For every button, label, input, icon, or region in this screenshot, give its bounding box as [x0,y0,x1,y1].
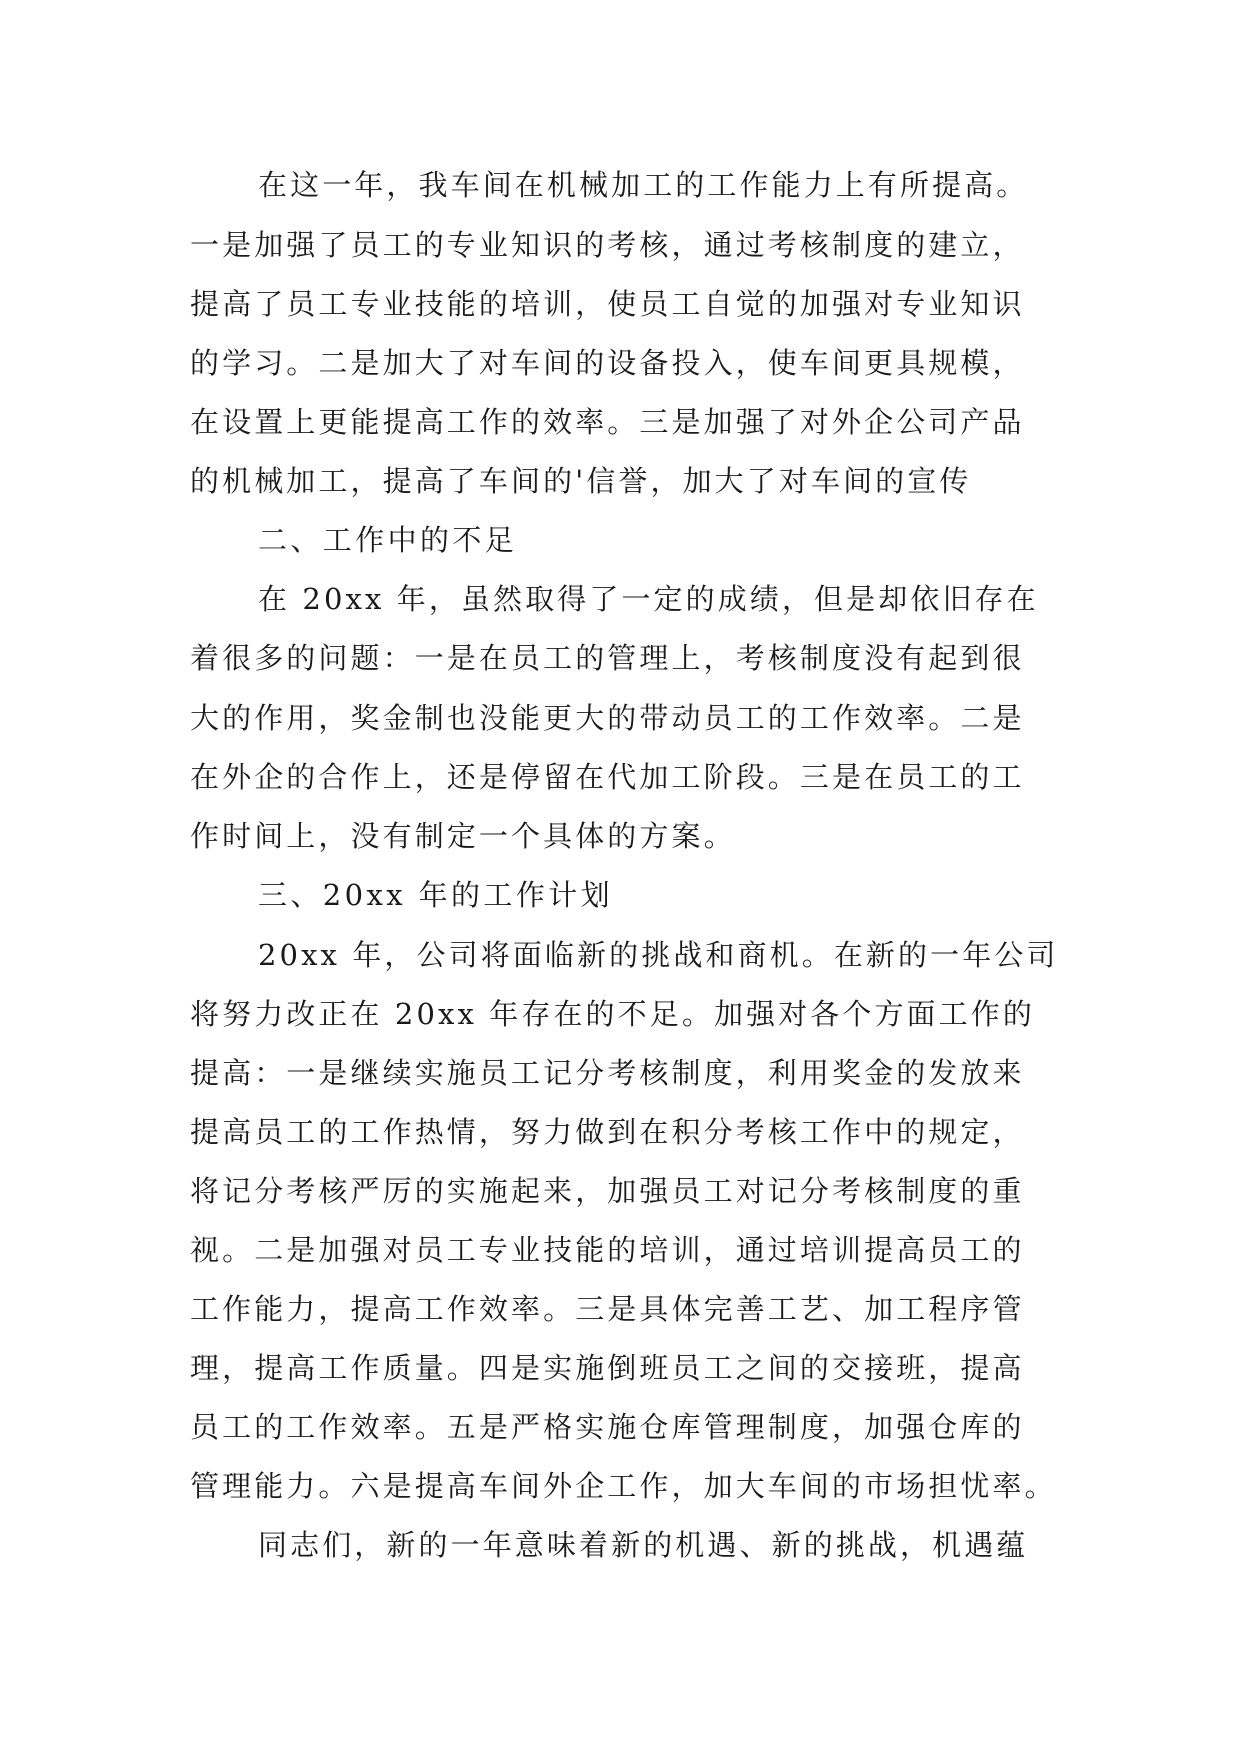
paragraph-1-line-3: 提高了员工专业技能的培训，使员工自觉的加强对专业知识 [190,287,1025,321]
paragraph-3-line-8: 理，提高工作质量。四是实施倒班员工之间的交接班，提高 [190,1351,1025,1385]
paragraph-1-line-4: 的学习。二是加大了对车间的设备投入，使车间更具规模， [190,346,1025,380]
paragraph-3-line-1: 20xx 年，公司将面临新的挑战和商机。在新的一年公司 [258,938,1059,972]
paragraph-3-line-2: 将努力改正在 20xx 年存在的不足。加强对各个方面工作的 [190,997,1035,1031]
section-heading-2: 二、工作中的不足 [258,523,518,557]
paragraph-1-line-6: 的机械加工，提高了车间的'信誉，加大了对车间的宣传 [190,464,972,498]
paragraph-3-line-9: 员工的工作效率。五是严格实施仓库管理制度，加强仓库的 [190,1410,1025,1444]
paragraph-3-line-6: 视。二是加强对员工专业技能的培训，通过培训提高员工的 [190,1233,1025,1267]
paragraph-3-line-10: 管理能力。六是提高车间外企工作，加大车间的市场担忧率。 [190,1469,1057,1503]
paragraph-1-line-5: 在设置上更能提高工作的效率。三是加强了对外企公司产品 [190,405,1025,439]
paragraph-2-line-1: 在 20xx 年，虽然取得了一定的成绩，但是却依旧存在 [258,582,1039,616]
section-heading-3: 三、20xx 年的工作计划 [258,878,614,912]
paragraph-3-line-7: 工作能力，提高工作效率。三是具体完善工艺、加工程序管 [190,1292,1025,1326]
paragraph-1-line-1: 在这一年，我车间在机械加工的工作能力上有所提高。 [258,168,1029,202]
paragraph-3-line-3: 提高：一是继续实施员工记分考核制度，利用奖金的发放来 [190,1056,1025,1090]
paragraph-2-line-3: 大的作用，奖金制也没能更大的带动员工的工作效率。二是 [190,701,1025,735]
paragraph-2-line-4: 在外企的合作上，还是停留在代加工阶段。三是在员工的工 [190,760,1025,794]
paragraph-3-line-5: 将记分考核严厉的实施起来，加强员工对记分考核制度的重 [190,1174,1025,1208]
paragraph-2-line-5: 作时间上，没有制定一个具体的方案。 [190,819,736,853]
paragraph-1-line-2: 一是加强了员工的专业知识的考核，通过考核制度的建立， [190,228,1025,262]
paragraph-3-line-4: 提高员工的工作热情，努力做到在积分考核工作中的规定， [190,1115,1025,1149]
paragraph-2-line-2: 着很多的问题：一是在员工的管理上，考核制度没有起到很 [190,641,1025,675]
paragraph-4-line-1: 同志们，新的一年意味着新的机遇、新的挑战，机遇蕴 [258,1528,1029,1562]
